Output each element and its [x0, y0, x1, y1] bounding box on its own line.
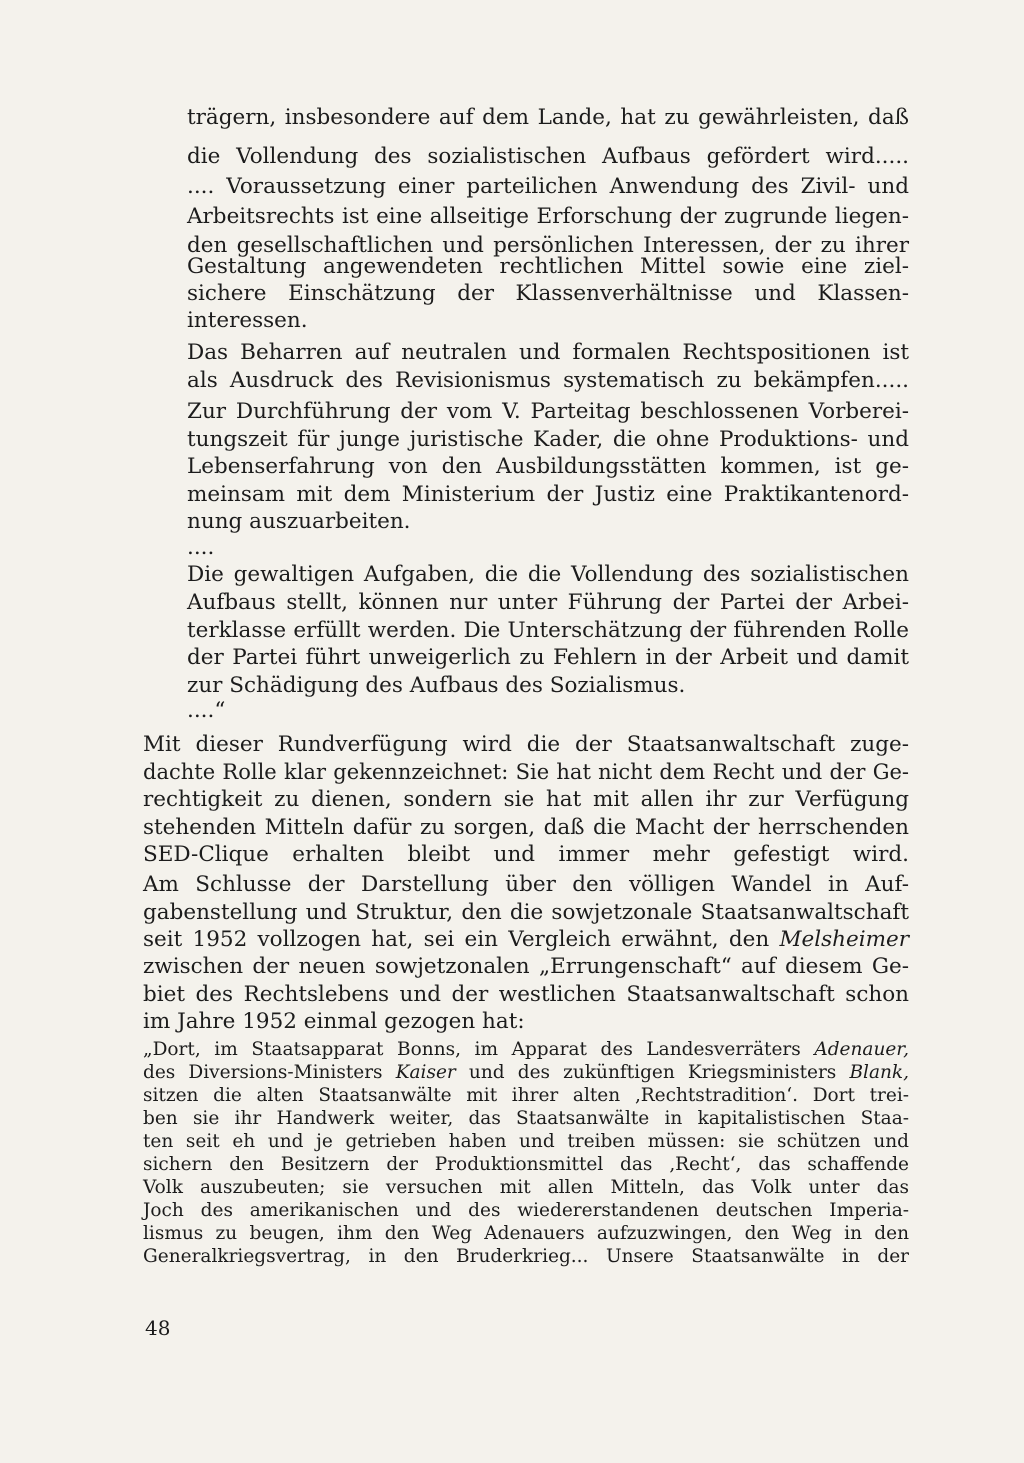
quote-line: Lebenserfahrung von den Ausbildungsstätten kommen, ist ge-	[187, 454, 909, 479]
body-line: biet des Rechtslebens und der westlichen Staatsanwaltschaft schon	[143, 982, 909, 1007]
person-name: Adenauer,	[814, 1039, 909, 1060]
small-quote-line	[143, 1041, 909, 1060]
small-quote-line: Generalkriegsvertrag, in den Bruderkrieg... Unsere Staatsanwälte in der	[143, 1246, 909, 1267]
quote-line: Das Beharren auf neutralen und formalen Rechtspositionen ist	[187, 340, 909, 365]
quote-line: sichere Einschätzung der Klassenverhältnisse und Klassen-	[187, 281, 909, 306]
body-line: gabenstellung und Struktur, den die sowjetzonale Staatsanwaltschaft	[143, 900, 909, 925]
small-quote-line: sitzen die alten Staatsanwälte mit ihrer alten ‚Rechtstradition‘. Dort trei-	[143, 1085, 909, 1106]
quote-line: zur Schädigung des Aufbaus des Sozialismus.	[187, 673, 686, 698]
body-line	[143, 929, 909, 951]
quote-ellipsis: ....	[187, 535, 215, 560]
person-name: Melsheimer	[779, 927, 909, 952]
body-line: rechtigkeit zu dienen, sondern sie hat mit allen ihr zur Verfügung	[143, 787, 909, 812]
quote-line: trägern, insbesondere auf dem Lande, hat zu gewährleisten, daß	[187, 105, 909, 130]
small-quote-line: ben sie ihr Handwerk weiter, das Staatsanwälte in kapitalistischen Staa-	[143, 1108, 909, 1129]
small-quote-text: „Dort, im Staatsapparat Bonns, im Apparat des Landesverräters	[143, 1039, 801, 1060]
body-line: Am Schlusse der Darstellung über den völligen Wandel in Auf-	[143, 872, 909, 897]
person-name: Blank,	[849, 1062, 909, 1083]
quote-line: Die gewaltigen Aufgaben, die die Vollendung des sozialistischen	[187, 562, 909, 587]
quote-line: die Vollendung des sozialistischen Aufbaus gefördert wird.....	[187, 144, 909, 169]
quote-line: terklasse erfüllt werden. Die Unterschätzung der führenden Rolle	[187, 618, 909, 643]
small-quote-line: sichern den Besitzern der Produktionsmittel das ‚Recht‘, das schaffende	[143, 1154, 909, 1175]
quote-line: nung auszuarbeiten.	[187, 509, 411, 534]
quote-line: .... Voraussetzung einer parteilichen Anwendung des Zivil- und	[187, 174, 909, 199]
page-number: 48	[145, 1316, 171, 1340]
quote-line: Zur Durchführung der vom V. Parteitag beschlossenen Vorberei-	[187, 399, 909, 424]
quote-line: der Partei führt unweigerlich zu Fehlern in der Arbeit und damit	[187, 645, 909, 670]
quote-line: tungszeit für junge juristische Kader, die ohne Produktions- und	[187, 427, 909, 452]
small-quote-text: des Diversions-Ministers	[143, 1062, 383, 1083]
body-line: dachte Rolle klar gekennzeichnet: Sie hat nicht dem Recht und der Ge-	[143, 760, 909, 784]
body-line: stehenden Mitteln dafür zu sorgen, daß die Macht der herrschenden	[143, 815, 909, 840]
body-text: seit 1952 vollzogen hat, sei ein Vergleich erwähnt, den	[143, 927, 770, 952]
quote-line: Aufbaus stellt, können nur unter Führung der Partei der Arbei-	[187, 590, 909, 615]
body-line: SED-Clique erhalten bleibt und immer mehr gefestigt wird.	[143, 842, 909, 867]
small-quote-line: Joch des amerikanischen und des wiedererstandenen deutschen Imperia-	[143, 1200, 909, 1221]
small-quote-text: und des zukünftigen Kriegsministers	[468, 1062, 837, 1083]
small-quote-line: lismus zu beugen, ihm den Weg Adenauers aufzuzwingen, den Weg in den	[143, 1223, 909, 1244]
small-quote-line: ten seit eh und je getrieben haben und treiben müssen: sie schützen und	[143, 1131, 909, 1152]
quote-line: Arbeitsrechts ist eine allseitige Erforschung der zugrunde liegen-	[187, 204, 909, 229]
quote-ellipsis: ....“	[187, 698, 226, 723]
small-quote-line: Volk auszubeuten; sie versuchen mit allen Mitteln, das Volk unter das	[143, 1177, 909, 1198]
person-name: Kaiser	[395, 1062, 456, 1083]
quote-line: den gesellschaftlichen und persönlichen Interessen, der zu ihrer	[187, 233, 909, 258]
body-line: im Jahre 1952 einmal gezogen hat:	[143, 1009, 525, 1034]
body-line: Mit dieser Rundverfügung wird die der Staatsanwaltschaft zuge-	[143, 732, 909, 757]
quote-line: meinsam mit dem Ministerium der Justiz eine Praktikantenord-	[187, 482, 909, 507]
small-quote-line	[143, 1064, 909, 1083]
quote-line: als Ausdruck des Revisionismus systematisch zu bekämpfen.....	[187, 368, 909, 393]
quote-line: interessen.	[187, 308, 308, 333]
quote-line: Gestaltung angewendeten rechtlichen Mittel sowie eine ziel-	[187, 254, 909, 279]
body-line: zwischen der neuen sowjetzonalen „Errungenschaft“ auf diesem Ge-	[143, 954, 909, 979]
